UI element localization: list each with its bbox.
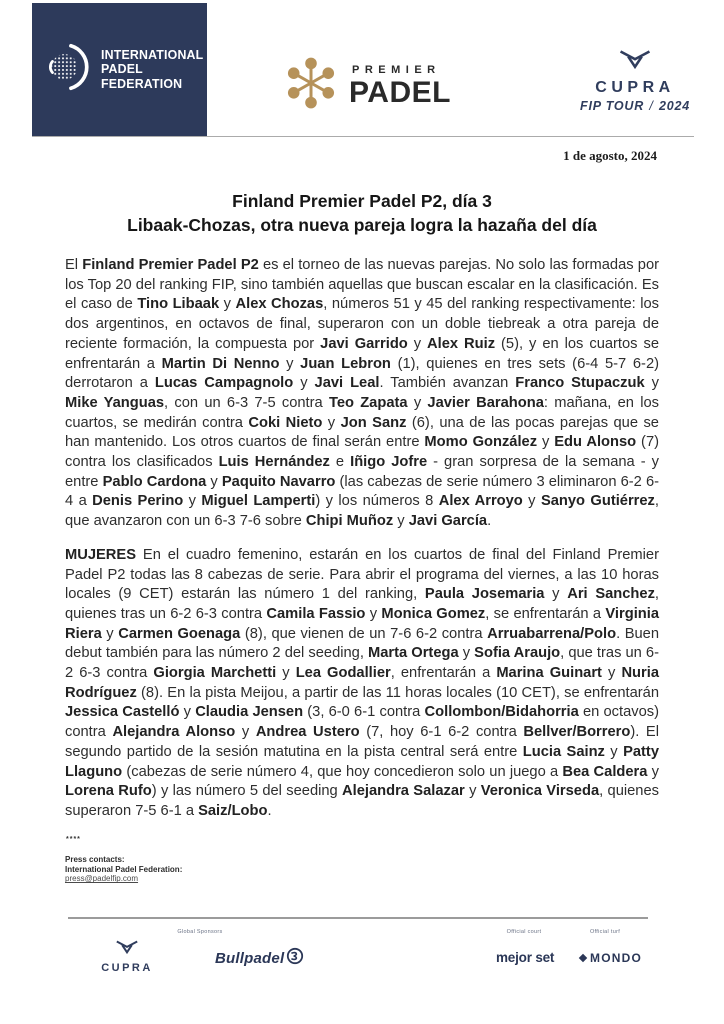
mondo-diamond-icon — [579, 954, 587, 962]
press-contacts-label: Press contacts: — [65, 855, 125, 864]
article-paragraph-men: El Finland Premier Padel P2 es el torneo de las nuevas parejas. No solo las formadas por los Top 20 del ranking FIP, sino también aquellas que buscan escalar en la clasificación. Es el caso de Tino Libaak y Alex Chozas, números 51 y 45 del ranking respectivamente: los dos argentinos, en octavos de final, superaron con un doble tiebreak a otra pareja de reciente formación, la compuesta por Javi Garrido y Alex Ruiz (5), y en los cuartos se enfrentarán a Martin Di Nenno y Juan Lebron (1), quienes en tres sets (6-4 5-7 6-2) derrotaron a Lucas Campagnolo y Javi Leal. También avanzan Franco Stupaczuk y Mike Yanguas, con un 6-3 7-5 contra Teo Zapata y Javier Barahona: mañana, en los cuartos, se medirán contra Coki Nieto y Jon Sanz (6), una de las pocas parejas que se han mantenido. Los otros cuartos de final serán entre Momo González y Edu Alonso (7) contra los clasificados Luis Hernández e Iñigo Jofre - gran sorpresa de la semana - y entre Pablo Cardona y Paquito Navarro (las cabezas de serie número 3 eliminaron 6-2 6-4 a Denis Perino y Miguel Lamperti) y los números 8 Alex Arroyo y Sanyo Gutiérrez, que avanzaron con un 6-3 7-6 sobre Chipi Muñoz y Javi García. — [65, 257, 660, 530]
premier-padel-logo — [283, 54, 451, 117]
article-body — [65, 256, 659, 822]
fip-tour-label: FIP TOUR / 2024 — [580, 99, 690, 113]
cupra-sponsor-logo: CUPRA — [92, 939, 162, 974]
bullpadel-circle-icon — [286, 947, 304, 970]
title-line-2: Libaak-Chozas, otra nueva pareja logra la hazaña del día — [127, 214, 597, 235]
mondo-sponsor-logo: MONDO — [580, 951, 642, 965]
press-email-link[interactable]: press@padelfip.com — [65, 874, 139, 884]
cupra-fip-tour-logo — [572, 48, 698, 113]
article-paragraph-women: MUJERES En el cuadro femenino, estarán en los cuartos de final del Finland Premier Padel P2 todas las 8 cabezas de serie. Para abrir el programa del viernes, a las 10 horas locales (9 CET) estarán las número 1 del ranking, Paula Josemaria y Ari Sanchez, quienes tras un 6-2 6-3 contra Camila Fassio y Monica Gomez, se enfrentarán a Virginia Riera y Carmen Goenaga (8), que vienen de un 7-6 6-2 contra Arruabarrena/Polo. Buen debut también para las número 2 del seeding, Marta Ortega y Sofia Araujo, que tras un 6-2 6-3 contra Giorgia Marchetti y Lea Godallier, enfrentarán a Marina Guinart y Nuria Rodríguez (8). En la pista Meijou, a partir de las 11 horas locales (10 CET), se enfrentarán Jessica Castelló y Claudia Jensen (3, 6-0 6-1 contra Collombon/Bidahorria en octavos) contra Alejandra Alonso y Andrea Ustero (7, hoy 6-1 6-2 contra Bellver/Borrero). El segundo partido de la sesión matutina en la pista central será entre Lucia Sainz y Patty Llaguno (cabezas de serie número 4, que hoy concedieron solo un juego a Bea Caldera y Lorena Rufo) y las número 5 del seeding Alejandra Salazar y Veronica Virseda, quienes superaron 7-5 6-1 a Saiz/Lobo. — [65, 546, 660, 819]
official-court-label: Official court — [506, 929, 542, 935]
press-organization: International Padel Federation: — [65, 864, 183, 874]
cupra-bull-small-icon — [115, 943, 139, 960]
title-line-1: Finland Premier Padel P2, día 3 — [232, 191, 492, 211]
press-contacts — [65, 855, 182, 884]
ipf-wordmark: INTERNATIONAL PADEL FEDERATION — [101, 46, 204, 91]
footer-divider — [68, 917, 648, 919]
premier-padel-flower-icon — [283, 54, 339, 117]
cupra-bull-icon — [618, 59, 652, 76]
global-sponsors-label: Global Sponsors — [177, 929, 223, 935]
padel-wordmark: PADEL — [349, 75, 451, 109]
ipf-ball-icon — [46, 36, 94, 103]
page-title — [65, 190, 659, 237]
ipf-logo — [32, 3, 207, 136]
mejorset-sponsor-logo: mejor set — [496, 950, 555, 965]
footnote-marks: **** — [66, 836, 81, 843]
date-line: 1 de agosto, 2024 — [563, 148, 657, 163]
bullpadel-sponsor-logo: Bullpadel — [215, 947, 304, 970]
premier-label: PREMIER — [352, 63, 441, 76]
cupra-wordmark: CUPRA — [595, 79, 675, 96]
header-divider — [32, 136, 694, 137]
official-turf-label: Official turf — [589, 929, 621, 935]
